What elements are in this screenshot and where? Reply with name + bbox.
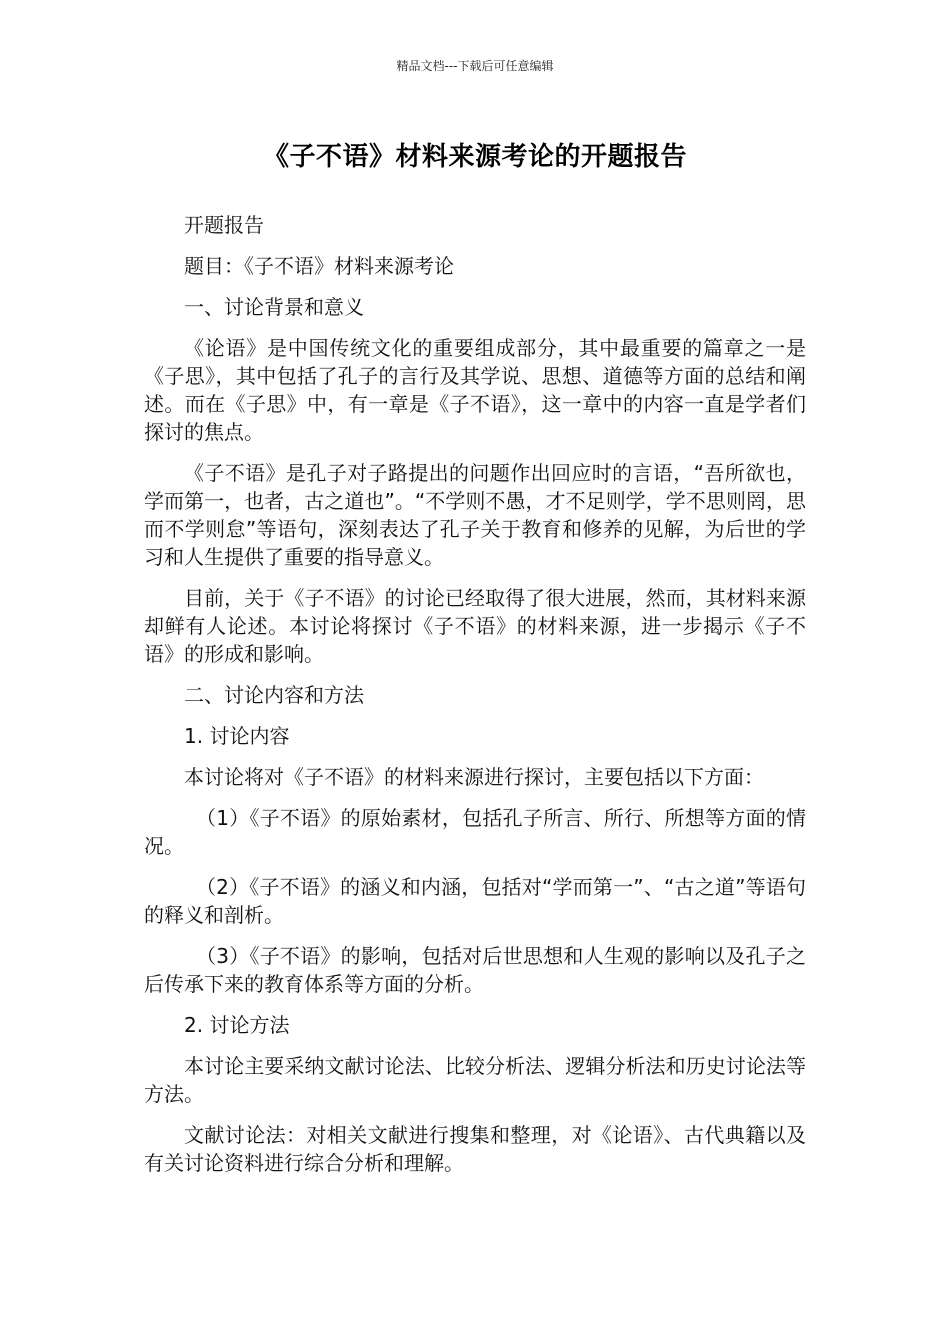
paragraph-content-intro: 本讨论将对《子不语》的材料来源进行探讨，主要包括以下方面： <box>184 765 764 789</box>
report-label: 开题报告 <box>184 213 264 237</box>
document-title: 《子不语》材料来源考论的开题报告 <box>262 142 687 172</box>
list-item-1: （1）《子不语》的原始素材，包括孔子所言、所行、所想等方面的情况。 <box>144 806 806 858</box>
subheading-method: 2. 讨论方法 <box>184 1013 290 1037</box>
paragraph-background-3: 目前，关于《子不语》的讨论已经取得了很大进展，然而，其材料来源却鲜有人论述。本讨论将探讨《子不语》的材料来源，进一步揭示《子不语》的形成和影响。 <box>144 586 806 666</box>
paragraph-background-1: 《论语》是中国传统文化的重要组成部分，其中最重要的篇章之一是《子思》，其中包括了孔子的言行及其学说、思想、道德等方面的总结和阐述。而在《子思》中，有一章是《子不语》，这一章中的内容一直是学者们探讨的焦点。 <box>144 336 806 444</box>
header-note: 精品文档---下载后可任意编辑 <box>396 59 554 73</box>
document-body <box>144 211 806 1190</box>
paragraph-method-2: 文献讨论法：对相关文献进行搜集和整理，对《论语》、古代典籍以及有关讨论资料进行综合分析和理解。 <box>144 1123 806 1175</box>
topic-line: 题目：《子不语》材料来源考论 <box>184 254 454 278</box>
section-heading-content-method: 二、讨论内容和方法 <box>184 683 364 707</box>
paragraph-background-2: 《子不语》是孔子对子路提出的问题作出回应时的言语，“吾所欲也，学而第一，也者，古之道也”。“不学则不愚，才不足则学，学不思则罔，思而不学则怠”等语句，深刻表达了孔子关于教育和修养的见解，为后世的学习和人生提供了重要的指导意义。 <box>144 461 806 569</box>
subheading-content: 1. 讨论内容 <box>184 724 290 748</box>
paragraph-method-1: 本讨论主要采纳文献讨论法、比较分析法、逻辑分析法和历史讨论法等方法。 <box>144 1054 806 1106</box>
list-item-3: （3）《子不语》的影响，包括对后世思想和人生观的影响以及孔子之后传承下来的教育体系等方面的分析。 <box>144 944 806 996</box>
section-heading-background: 一、讨论背景和意义 <box>184 295 364 319</box>
list-item-2: （2）《子不语》的涵义和内涵，包括对“学而第一”、“古之道”等语句的释义和剖析。 <box>144 875 806 927</box>
